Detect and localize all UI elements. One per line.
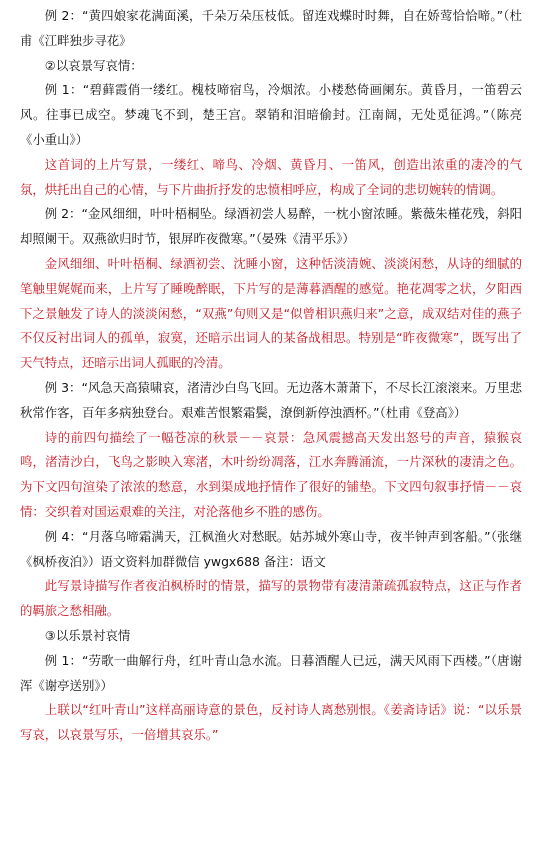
example-paragraph: 例 2：“金风细细，叶叶梧桐坠。绿酒初尝人易醉，一枕小窗浓睡。紫薇朱槿花残，斜阳却照阑干。双燕欲归时节，银屏昨夜微寒。”（晏殊《清平乐》）	[20, 206, 522, 247]
example-paragraph: 例 2：“黄四娘家花满面溪，千朵万朵压枝低。留连戏蝶时时舞，自在娇莺恰恰啼。”（杜甫《江畔独步寻花》	[20, 8, 522, 48]
analysis-paragraph: 这首词的上片写景，一缕红、啼鸟、冷烟、黄昏月、一笛风，创造出浓重的凄冷的气氛，烘托出自己的心情，与下片曲折抒发的忠愤相呼应，构成了全词的悲切婉转的情调。	[20, 156, 522, 197]
analysis-paragraph: 金风细细、叶叶梧桐、绿酒初尝、沈睡小窗，这种恬淡清婉、淡淡闲愁，从诗的细腻的笔触里娓娓而来，上片写了睡晚醉眠，下片写的是薄暮酒醒的感觉。艳花凋零之状，夕阳西下之景触发了诗人的淡淡闲愁，“双燕”句则又是“似曾相识燕归来”之意，成双结对佳的燕子不仅反衬出词人的孤单，寂寞，还暗示出词人的某备战相思。特别是“昨夜微寒”，既写出了天气特点，还暗示出词人孤眠的冷清。	[20, 255, 522, 371]
section-heading: ③以乐景衬哀情	[44, 627, 131, 643]
analysis-paragraph: 上联以“红叶青山”这样高丽诗意的景色，反衬诗人离愁别恨。《姜斋诗话》说：“以乐景写哀，以哀景写乐，一倍增其哀乐。”	[20, 702, 522, 743]
analysis-paragraph: 诗的前四句描绘了一幅苍凉的秋景－－哀景：急风震撼高天发出怒号的声音，猿猴哀鸣，渚清沙白，飞鸟之影映入寒渚，木叶纷纷凋落，江水奔腾涌流，一片深秋的凄清之色。为下文四句渲染了浓浓的愁意，水到渠成地抒情作了很好的铺垫。下文四句叙事抒情－－哀情：交织着对国运艰难的关注，对沦落他乡不胜的感伤。	[20, 429, 522, 519]
example-paragraph: 例 4：“月落乌啼霜满天，江枫渔火对愁眠。姑苏城外寒山寺，夜半钟声到客船。”（张继《枫桥夜泊》）语文资料加群微信 ywgx688 备注：语文	[20, 528, 522, 569]
example-paragraph: 例 3：“风急天高猿啸哀，渚清沙白鸟飞回。无边落木萧萧下，不尽长江滚滚来。万里悲秋常作客，百年多病独登台。艰难苦恨繁霜鬓，潦倒新停浊酒杯。”（杜甫《登高》）	[20, 379, 522, 420]
analysis-paragraph: 此写景诗描写作者夜泊枫桥时的情景，描写的景物带有凄清萧疏孤寂特点，这正与作者的羁旅之愁相融。	[20, 578, 522, 619]
example-paragraph: 例 1：“碧藓霞俏一缕红。槐枝啼宿鸟，冷烟浓。小楼愁倚画阑东。黄昏月，一笛碧云风。往事已成空。梦魂飞不到，楚王宫。翠销和泪暗偷封。江南阔，无处觅征鸿。”（陈亮《小重山》）	[20, 82, 522, 147]
section-heading: ②以哀景写哀情：	[44, 57, 143, 73]
example-paragraph: 例 1：“劳歌一曲解行舟，红叶青山急水流。日暮酒醒人已远，满天风雨下西楼。”（唐谢浑《谢亭送别》）	[20, 652, 522, 693]
